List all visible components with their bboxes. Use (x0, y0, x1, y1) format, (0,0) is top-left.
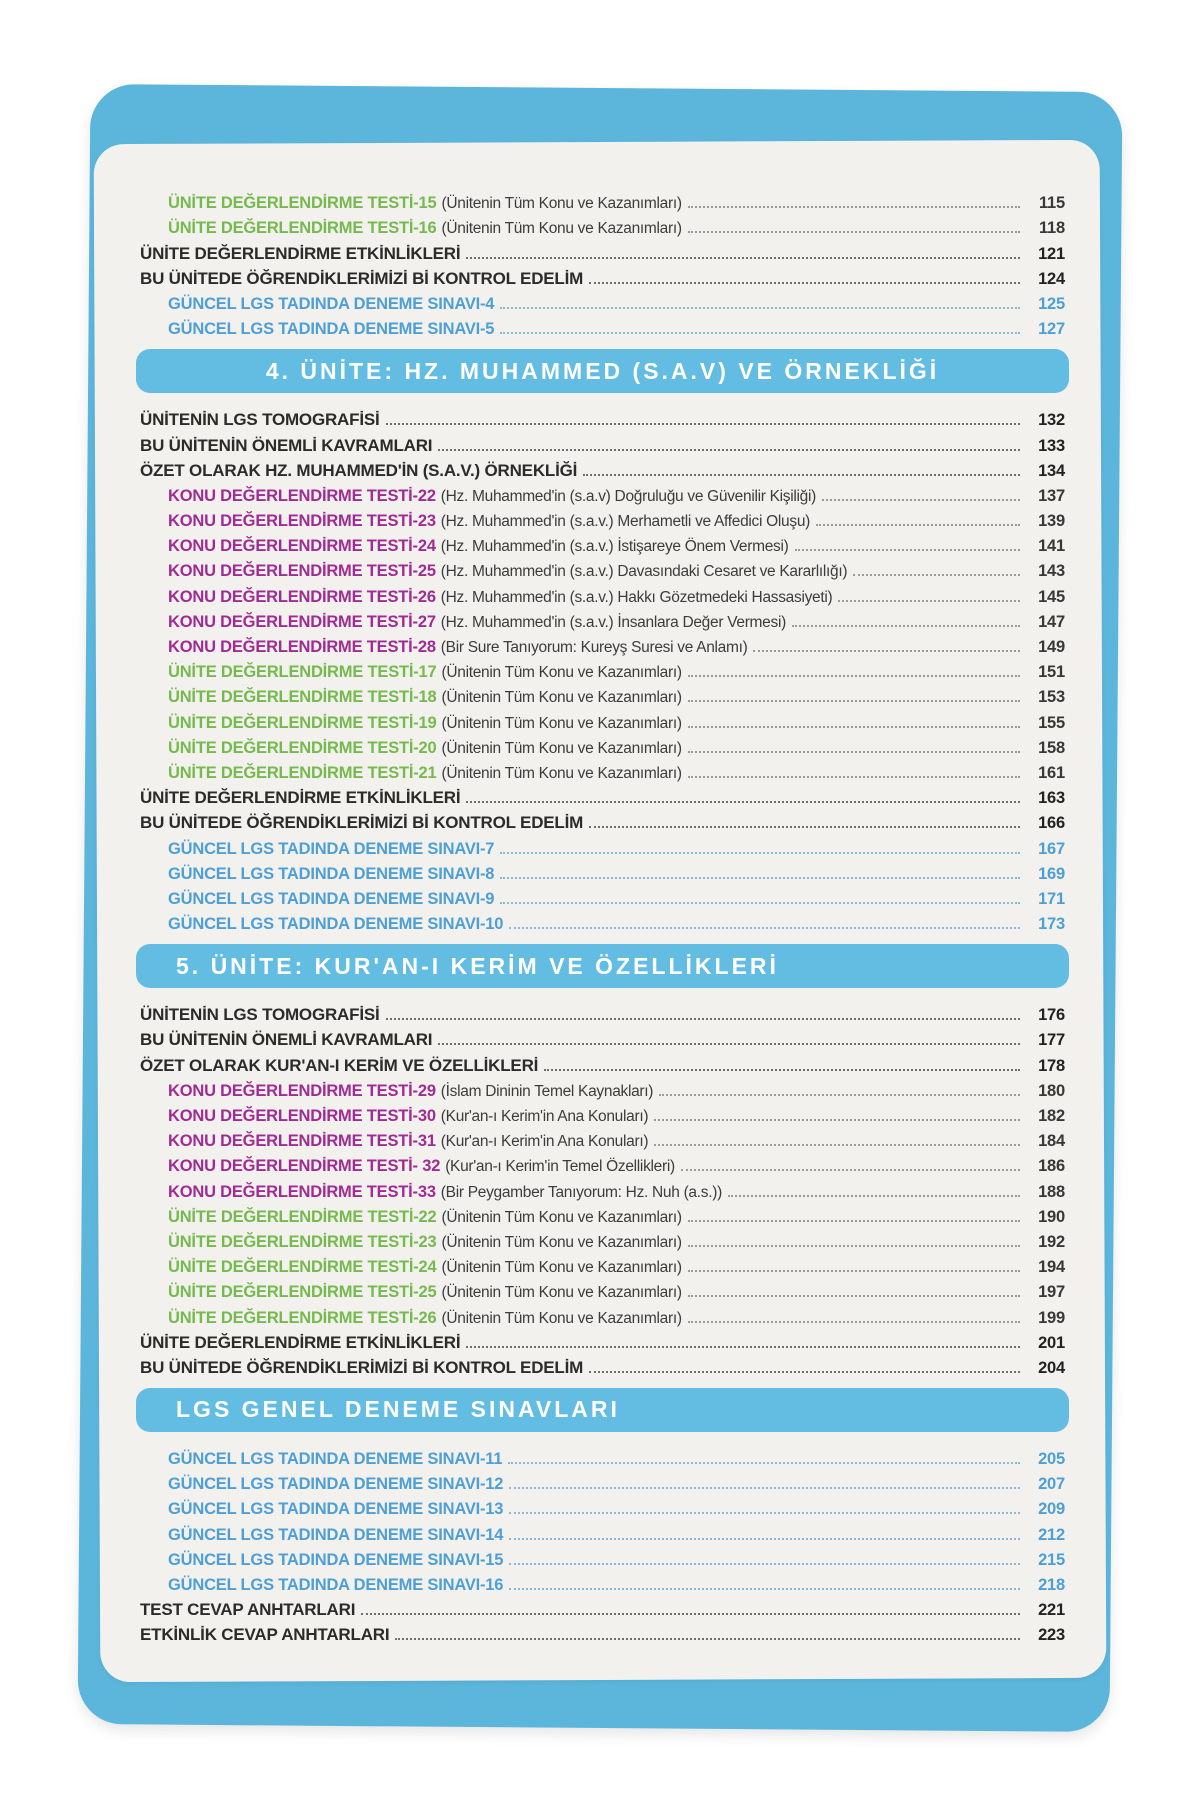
page-number: 166 (1038, 814, 1065, 833)
page-number: 149 (1038, 638, 1065, 656)
toc-row-desc: (Hz. Muhammed'in (s.a.v) Doğruluğu ve Güvenilir Kişiliği) (440, 487, 817, 505)
toc-row-label: GÜNCEL LGS TADINDA DENEME SINAVI-11 (168, 1450, 503, 1469)
toc-row-label: KONU DEĞERLENDİRME TESTİ-22 (168, 486, 436, 505)
toc-row (140, 238, 1065, 263)
unit-banner-label: LGS GENEL DENEME SINAVLARI (176, 1396, 620, 1423)
toc-row (140, 1176, 1065, 1201)
toc-row (140, 1277, 1065, 1302)
toc-row-label: GÜNCEL LGS TADINDA DENEME SINAVI-7 (168, 839, 495, 858)
page-number: 134 (1038, 461, 1065, 480)
toc-row (140, 405, 1065, 430)
dot-leader (589, 282, 1020, 284)
page-number: 205 (1038, 1450, 1065, 1469)
toc-row-desc: (Ünitenin Tüm Konu ve Kazanımları) (441, 1259, 682, 1277)
page-number: 125 (1038, 294, 1065, 313)
toc-row-desc: (Ünitenin Tüm Konu ve Kazanımları) (441, 1284, 682, 1302)
dot-leader (688, 751, 1020, 753)
toc-row-label: ÜNİTE DEĞERLENDİRME ETKİNLİKLERİ (140, 243, 461, 263)
unit-banner (136, 944, 1069, 988)
toc-row (140, 1076, 1065, 1101)
page-number: 223 (1038, 1626, 1065, 1645)
dot-leader (500, 307, 1020, 309)
dot-leader (509, 1487, 1020, 1489)
toc-row-label: KONU DEĞERLENDİRME TESTİ-24 (168, 537, 436, 556)
dot-leader (466, 257, 1020, 259)
page-number: 171 (1038, 889, 1065, 908)
page-number: 209 (1038, 1500, 1065, 1519)
dot-leader (688, 776, 1020, 778)
page-number: 199 (1038, 1308, 1065, 1327)
page-number: 182 (1038, 1107, 1065, 1125)
toc-row-desc: (Ünitenin Tüm Konu ve Kazanımları) (441, 1309, 682, 1327)
page-number: 176 (1038, 1006, 1065, 1025)
toc-row (140, 1353, 1065, 1378)
page-number: 151 (1038, 663, 1065, 682)
toc-row-desc: (İslam Dininin Temel Kaynakları) (440, 1082, 654, 1100)
page-number: 218 (1038, 1576, 1065, 1594)
dot-leader (688, 1220, 1020, 1222)
dot-leader (753, 650, 1020, 652)
toc-row-desc: (Ünitenin Tüm Konu ve Kazanımları) (441, 764, 682, 782)
toc-row-label: ÜNİTE DEĞERLENDİRME TESTİ-24 (168, 1258, 437, 1277)
toc-row-label: KONU DEĞERLENDİRME TESTİ-33 (168, 1182, 436, 1201)
page-number: 158 (1038, 738, 1065, 757)
toc-row-label: KONU DEĞERLENDİRME TESTİ-25 (168, 562, 436, 581)
unit-banner-label: 4. ÜNİTE: HZ. MUHAMMED (S.A.V) VE ÖRNEKLİĞİ (265, 357, 940, 384)
toc-row-label: GÜNCEL LGS TADINDA DENEME SINAVI-10 (168, 915, 504, 934)
toc-row-desc: (Ünitenin Tüm Konu ve Kazanımları) (441, 739, 682, 757)
toc-row (140, 1494, 1065, 1519)
toc-row-desc: (Ünitenin Tüm Konu ve Kazanımları) (441, 664, 682, 682)
unit-banner (136, 1388, 1069, 1432)
page-number: 184 (1038, 1132, 1065, 1151)
dot-leader (500, 332, 1020, 334)
toc-row-label: KONU DEĞERLENDİRME TESTİ-28 (168, 638, 436, 656)
toc-row-label: GÜNCEL LGS TADINDA DENEME SINAVI-8 (168, 864, 495, 883)
page-number: 180 (1038, 1081, 1065, 1100)
page-number: 153 (1038, 688, 1065, 707)
toc-row (140, 1595, 1065, 1620)
dot-leader (688, 700, 1020, 702)
page-number: 173 (1038, 915, 1065, 934)
toc-row-label: ETKİNLİK CEVAP ANHTARLARI (140, 1625, 390, 1645)
toc-row (140, 707, 1065, 732)
page-number: 145 (1038, 587, 1065, 606)
toc-row-label: BU ÜNİTEDE ÖĞRENDİKLERİMİZİ Bİ KONTROL EDELİM (140, 1357, 584, 1377)
dot-leader (688, 206, 1020, 208)
dot-leader (688, 1245, 1020, 1247)
dot-leader (816, 524, 1020, 526)
page-number: 133 (1038, 436, 1065, 455)
page-number: 163 (1038, 789, 1065, 808)
dot-leader (500, 852, 1020, 854)
page-number: 141 (1038, 537, 1065, 556)
unit-banner (136, 349, 1069, 393)
toc-row-label: ÜNİTE DEĞERLENDİRME TESTİ-25 (168, 1283, 437, 1302)
page-number: 169 (1038, 864, 1065, 883)
page-number: 215 (1038, 1550, 1065, 1569)
dot-leader (853, 574, 1020, 576)
dot-leader (438, 1043, 1020, 1045)
dot-leader (688, 231, 1020, 233)
toc-row-label: GÜNCEL LGS TADINDA DENEME SINAVI-14 (168, 1525, 504, 1544)
dot-leader (395, 1638, 1020, 1640)
dot-leader (589, 826, 1020, 828)
page-number: 212 (1038, 1525, 1065, 1544)
page-number: 197 (1038, 1283, 1065, 1302)
toc-row-label: ÜNİTE DEĞERLENDİRME TESTİ-19 (168, 713, 437, 732)
toc-row-label: GÜNCEL LGS TADINDA DENEME SINAVI-15 (168, 1550, 504, 1569)
toc-row (140, 1202, 1065, 1227)
toc-row-desc: (Kur'an-ı Kerim'in Temel Özellikleri) (445, 1158, 675, 1176)
toc-row (140, 1227, 1065, 1252)
dot-leader (659, 1094, 1020, 1096)
dot-leader (509, 1588, 1020, 1590)
toc-row-desc: (Hz. Muhammed'in (s.a.v.) Merhametli ve Affedici Oluşu) (440, 513, 810, 531)
toc-row-desc: (Bir Peygamber Tanıyorum: Hz. Nuh (a.s.)) (440, 1183, 722, 1201)
toc-row-label: ÜNİTE DEĞERLENDİRME TESTİ-22 (168, 1207, 437, 1226)
toc-row-label: ÜNİTE DEĞERLENDİRME TESTİ-16 (168, 219, 437, 238)
page-number: 167 (1038, 839, 1065, 858)
dot-leader (583, 474, 1020, 476)
toc-row (140, 632, 1065, 657)
dot-leader (509, 1538, 1020, 1540)
dot-leader (508, 1462, 1020, 1464)
toc-row (140, 1444, 1065, 1469)
dot-leader (509, 927, 1020, 929)
page-number: 186 (1038, 1157, 1065, 1176)
page-number: 127 (1038, 320, 1065, 339)
toc-row-label: KONU DEĞERLENDİRME TESTİ- 32 (168, 1157, 441, 1176)
toc-row-label: KONU DEĞERLENDİRME TESTİ-26 (168, 587, 436, 606)
dot-leader (509, 1563, 1020, 1565)
toc-row-label: GÜNCEL LGS TADINDA DENEME SINAVI-9 (168, 889, 495, 908)
toc-row-desc: (Kur'an-ı Kerim'in Ana Konuları) (440, 1108, 649, 1125)
toc-row (140, 481, 1065, 506)
page-number: 132 (1038, 411, 1065, 430)
dot-leader (466, 801, 1020, 803)
toc-row-desc: (Hz. Muhammed'in (s.a.v.) Hakkı Gözetmedeki Hassasiyeti) (440, 588, 833, 606)
page-number: 194 (1038, 1258, 1065, 1277)
toc-row-label: KONU DEĞERLENDİRME TESTİ-27 (168, 612, 436, 631)
toc-row (140, 1469, 1065, 1494)
toc-row (140, 884, 1065, 909)
toc-row (140, 733, 1065, 758)
toc-row (140, 1302, 1065, 1327)
dot-leader (681, 1169, 1020, 1171)
toc-row-desc: (Bir Sure Tanıyorum: Kureyş Suresi ve Anlamı) (440, 639, 748, 656)
toc-row-label: ÜNİTENİN LGS TOMOGRAFİSİ (140, 410, 380, 430)
page-number: 155 (1038, 713, 1065, 732)
toc-row (140, 1025, 1065, 1050)
toc-row (140, 213, 1065, 238)
dot-leader (466, 1346, 1020, 1348)
toc-row (140, 783, 1065, 808)
toc-row-label: GÜNCEL LGS TADINDA DENEME SINAVI-5 (168, 320, 495, 339)
toc-row (140, 556, 1065, 581)
dot-leader (386, 423, 1020, 425)
toc-row-label: KONU DEĞERLENDİRME TESTİ-29 (168, 1081, 436, 1100)
toc-row-desc: (Hz. Muhammed'in (s.a.v.) İnsanlara Değer Vermesi) (440, 613, 786, 631)
page-number: 139 (1038, 512, 1065, 531)
toc-row-label: ÜNİTE DEĞERLENDİRME TESTİ-18 (168, 688, 437, 707)
page-number: 190 (1038, 1207, 1065, 1226)
toc-row-label: ÜNİTE DEĞERLENDİRME TESTİ-15 (168, 194, 437, 213)
toc-row (140, 264, 1065, 289)
toc-row (140, 456, 1065, 481)
toc-row-label: GÜNCEL LGS TADINDA DENEME SINAVI-13 (168, 1500, 504, 1519)
toc-row (140, 1570, 1065, 1595)
toc-row-label: BU ÜNİTEDE ÖĞRENDİKLERİMİZİ Bİ KONTROL EDELİM (140, 813, 584, 833)
page-number: 115 (1038, 194, 1065, 213)
toc-row-label: ÜNİTE DEĞERLENDİRME TESTİ-26 (168, 1308, 437, 1327)
toc-row (140, 1050, 1065, 1075)
toc-row-label: ÜNİTE DEĞERLENDİRME ETKİNLİKLERİ (140, 1332, 461, 1352)
toc-row (140, 808, 1065, 833)
page-number: 161 (1038, 763, 1065, 782)
toc-row-label: TEST CEVAP ANHTARLARI (140, 1600, 356, 1620)
dot-leader (544, 1069, 1020, 1071)
page-number: 192 (1038, 1232, 1065, 1251)
toc-row-label: ÜNİTE DEĞERLENDİRME TESTİ-17 (168, 663, 437, 682)
dot-leader (838, 600, 1020, 602)
toc-row (140, 1151, 1065, 1176)
page-number: 124 (1038, 269, 1065, 288)
toc-row-label: ÜNİTE DEĞERLENDİRME TESTİ-23 (168, 1232, 437, 1251)
page-number: 147 (1038, 612, 1065, 631)
toc-row-label: KONU DEĞERLENDİRME TESTİ-30 (168, 1107, 436, 1125)
toc-row-label: ÜNİTE DEĞERLENDİRME TESTİ-21 (168, 763, 437, 782)
page-number: 143 (1038, 562, 1065, 581)
dot-leader (500, 902, 1020, 904)
toc-row (140, 859, 1065, 884)
toc-row (140, 531, 1065, 556)
page-number: 118 (1038, 219, 1065, 238)
dot-leader (386, 1018, 1020, 1020)
dot-leader (822, 499, 1020, 501)
dot-leader (438, 449, 1020, 451)
toc-row-label: KONU DEĞERLENDİRME TESTİ-31 (168, 1132, 436, 1151)
toc-row (140, 758, 1065, 783)
toc-row-label: BU ÜNİTENİN ÖNEMLİ KAVRAMLARI (140, 435, 433, 455)
toc-row (140, 314, 1065, 339)
toc-row (140, 1328, 1065, 1353)
page-number: 177 (1038, 1031, 1065, 1050)
page-number: 178 (1038, 1056, 1065, 1075)
dot-leader (509, 1512, 1020, 1514)
toc-row-label: GÜNCEL LGS TADINDA DENEME SINAVI-12 (168, 1475, 504, 1494)
dot-leader (500, 877, 1020, 879)
toc-row (140, 1252, 1065, 1277)
dot-leader (688, 675, 1020, 677)
toc-row (140, 909, 1065, 934)
toc-row (140, 1545, 1065, 1570)
dot-leader (688, 726, 1020, 728)
toc-row-desc: (Ünitenin Tüm Konu ve Kazanımları) (441, 195, 682, 213)
toc-row-desc: (Hz. Muhammed'in (s.a.v.) İstişareye Önem Vermesi) (440, 538, 789, 556)
dot-leader (792, 625, 1020, 627)
toc-row-label: ÜNİTE DEĞERLENDİRME ETKİNLİKLERİ (140, 788, 461, 808)
unit-banner-label: 5. ÜNİTE: KUR'AN-I KERİM VE ÖZELLİKLERİ (176, 952, 779, 979)
toc-row (140, 657, 1065, 682)
toc-row-desc: (Ünitenin Tüm Konu ve Kazanımları) (441, 689, 682, 707)
toc-row-desc: (Ünitenin Tüm Konu ve Kazanımları) (441, 1233, 682, 1251)
toc-row-label: BU ÜNİTENİN ÖNEMLİ KAVRAMLARI (140, 1030, 433, 1050)
toc-row (140, 682, 1065, 707)
toc-row-desc: (Ünitenin Tüm Konu ve Kazanımları) (441, 220, 682, 238)
toc-row (140, 289, 1065, 314)
toc-row (140, 1126, 1065, 1151)
toc-row-label: BU ÜNİTEDE ÖĞRENDİKLERİMİZİ Bİ KONTROL EDELİM (140, 268, 584, 288)
toc-row (140, 1101, 1065, 1126)
toc-row (140, 607, 1065, 632)
page-number: 188 (1038, 1182, 1065, 1201)
dot-leader (654, 1144, 1020, 1146)
toc-row (140, 188, 1065, 213)
page-number: 121 (1038, 244, 1065, 263)
page-number: 137 (1038, 486, 1065, 505)
toc-row-label: ÖZET OLARAK KUR'AN-I KERİM VE ÖZELLİKLERİ (140, 1055, 539, 1075)
dot-leader (688, 1321, 1020, 1323)
toc-row-desc: (Hz. Muhammed'in (s.a.v.) Davasındaki Cesaret ve Kararlılığı) (440, 563, 848, 581)
toc-row-label: GÜNCEL LGS TADINDA DENEME SINAVI-4 (168, 294, 495, 313)
toc-row-label: ÜNİTE DEĞERLENDİRME TESTİ-20 (168, 738, 437, 757)
toc-row-desc: (Ünitenin Tüm Konu ve Kazanımları) (441, 714, 682, 732)
dot-leader (589, 1371, 1020, 1373)
dot-leader (654, 1119, 1020, 1121)
toc-row (140, 1000, 1065, 1025)
toc-row (140, 581, 1065, 606)
dot-leader (361, 1613, 1020, 1615)
toc-row-label: KONU DEĞERLENDİRME TESTİ-23 (168, 512, 436, 531)
toc-row-label: ÖZET OLARAK HZ. MUHAMMED'İN (S.A.V.) ÖRNEKLİĞİ (140, 460, 578, 480)
toc-row-label: ÜNİTENİN LGS TOMOGRAFİSİ (140, 1005, 380, 1025)
dot-leader (795, 549, 1020, 551)
toc-content (140, 188, 1065, 1645)
toc-row-desc: (Ünitenin Tüm Konu ve Kazanımları) (441, 1208, 682, 1226)
dot-leader (688, 1295, 1020, 1297)
dot-leader (728, 1195, 1020, 1197)
toc-row (140, 833, 1065, 858)
toc-row (140, 506, 1065, 531)
toc-row-label: GÜNCEL LGS TADINDA DENEME SINAVI-16 (168, 1576, 504, 1594)
toc-row-desc: (Kur'an-ı Kerim'in Ana Konuları) (440, 1133, 649, 1151)
page-number: 201 (1038, 1333, 1065, 1352)
toc-row (140, 1620, 1065, 1645)
toc-row (140, 1519, 1065, 1544)
page-number: 221 (1038, 1601, 1065, 1620)
dot-leader (688, 1270, 1020, 1272)
page-number: 207 (1038, 1475, 1065, 1494)
toc-row (140, 430, 1065, 455)
page-number: 204 (1038, 1358, 1065, 1377)
